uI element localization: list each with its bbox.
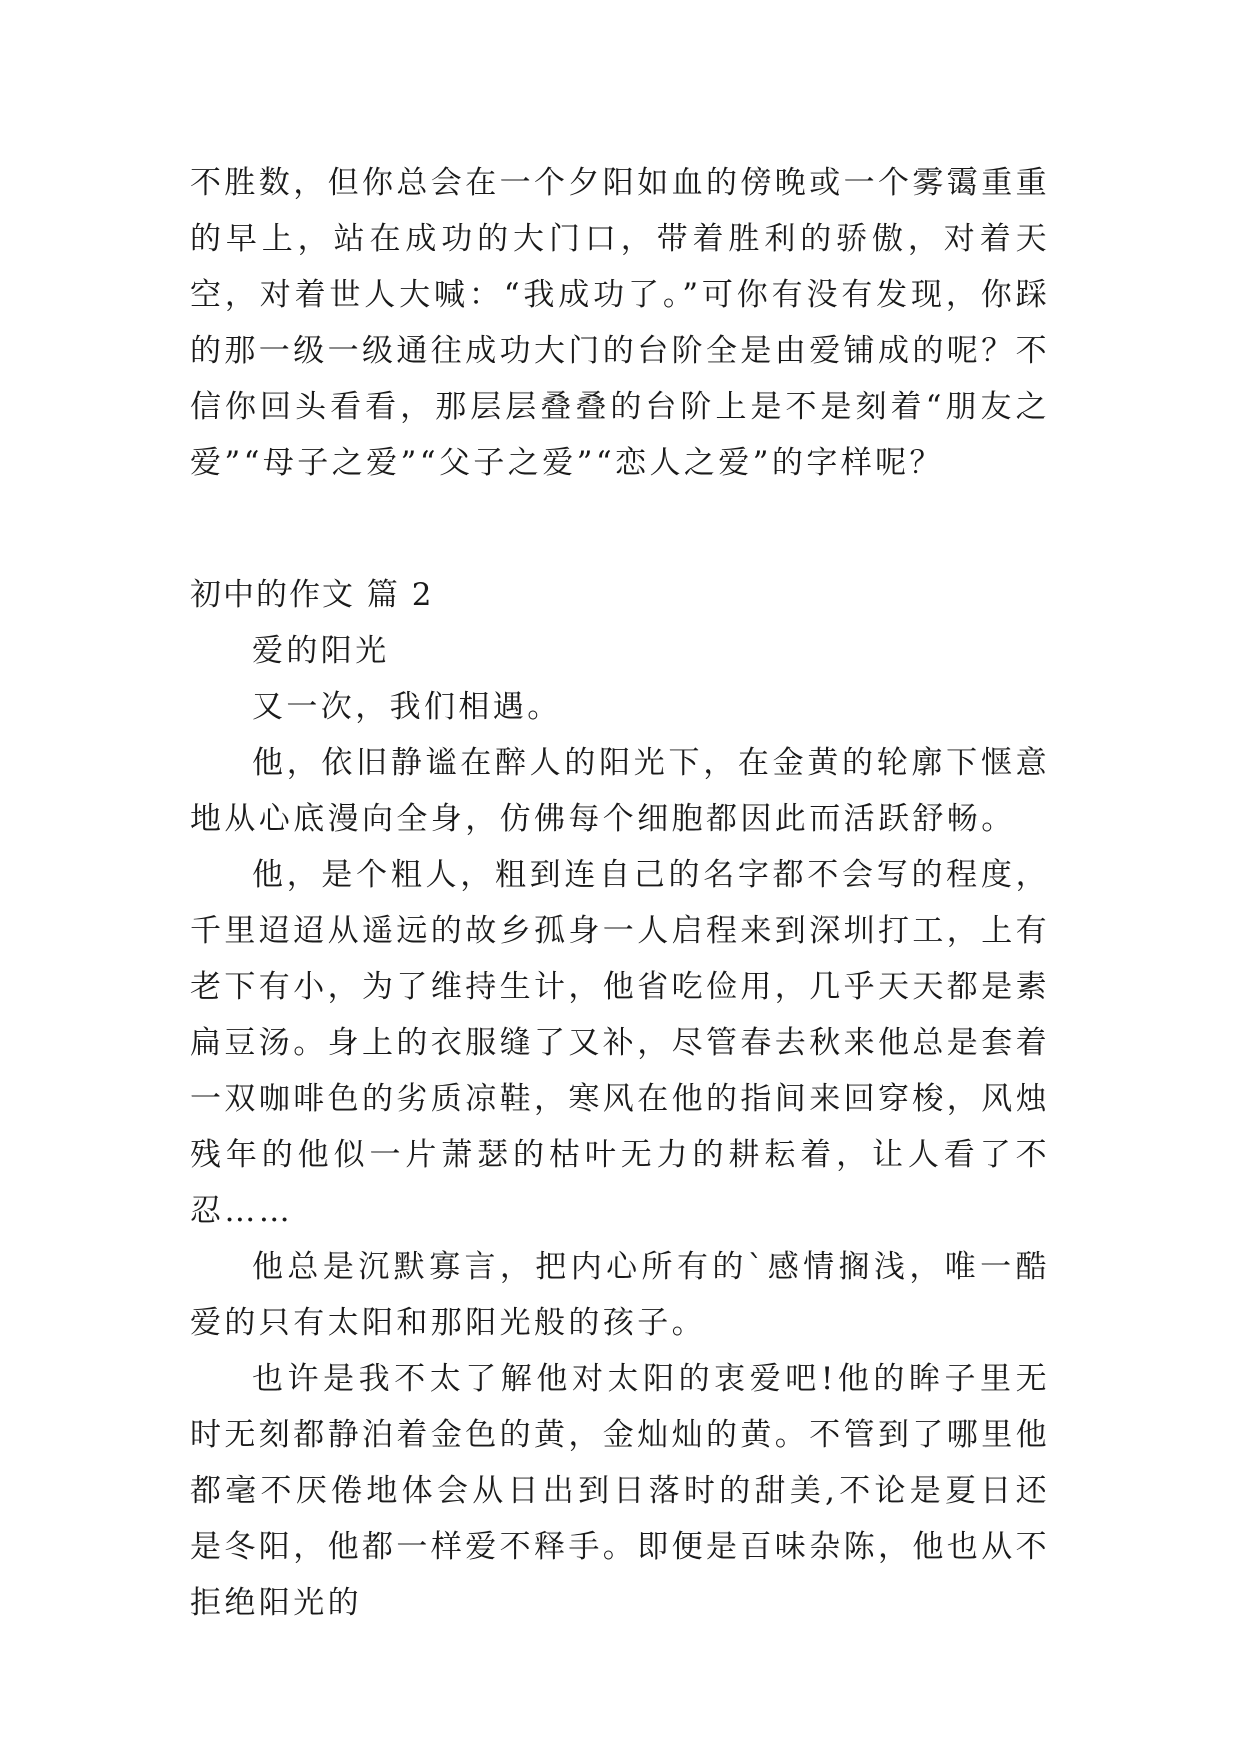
paragraph-3: 他，是个粗人，粗到连自己的名字都不会写的程度，千里迢迢从遥远的故乡孤身一人启程来到深圳打工，上有老下有小，为了维持生计，他省吃俭用，几乎天天都是素扁豆汤。身上的衣服缝了又补，尽管春去秋来他总是套着一双咖啡色的劣质凉鞋，寒风在他的指间来回穿梭，风烛残年的他似一片萧瑟的枯叶无力的耕耘着，让人看了不忍…… (190, 857, 1050, 1229)
section-heading: 初中的作文 篇 2 (190, 577, 434, 613)
paragraph-4: 他总是沉默寡言，把内心所有的`感情搁浅，唯一酷爱的只有太阳和那阳光般的孩子。 (190, 1249, 1050, 1341)
paragraph-1: 又一次，我们相遇。 (252, 689, 562, 725)
paragraph-2: 他，依旧静谧在醉人的阳光下，在金黄的轮廓下惬意地从心底漫向全身，仿佛每个细胞都因此而活跃舒畅。 (190, 745, 1050, 837)
document-body (190, 155, 1050, 1631)
paragraph-5: 也许是我不太了解他对太阳的衷爱吧!他的眸子里无时无刻都静泊着金色的黄，金灿灿的黄。不管到了哪里他都毫不厌倦地体会从日出到日落时的甜美,不论是夏日还是冬阳，他都一样爱不释手。即便是百味杂陈，他也从不拒绝阳光的 (190, 1361, 1050, 1621)
essay-title: 爱的阳光 (252, 633, 390, 669)
continued-paragraph: 不胜数，但你总会在一个夕阳如血的傍晚或一个雾霭重重的早上，站在成功的大门口，带着胜利的骄傲，对着天空，对着世人大喊：“我成功了。”可你有没有发现，你踩的那一级一级通往成功大门的台阶全是由爱铺成的呢？不信你回头看看，那层层叠叠的台阶上是不是刻着“朋友之爱”“母子之爱”“父子之爱”“恋人之爱”的字样呢？ (190, 165, 1050, 481)
